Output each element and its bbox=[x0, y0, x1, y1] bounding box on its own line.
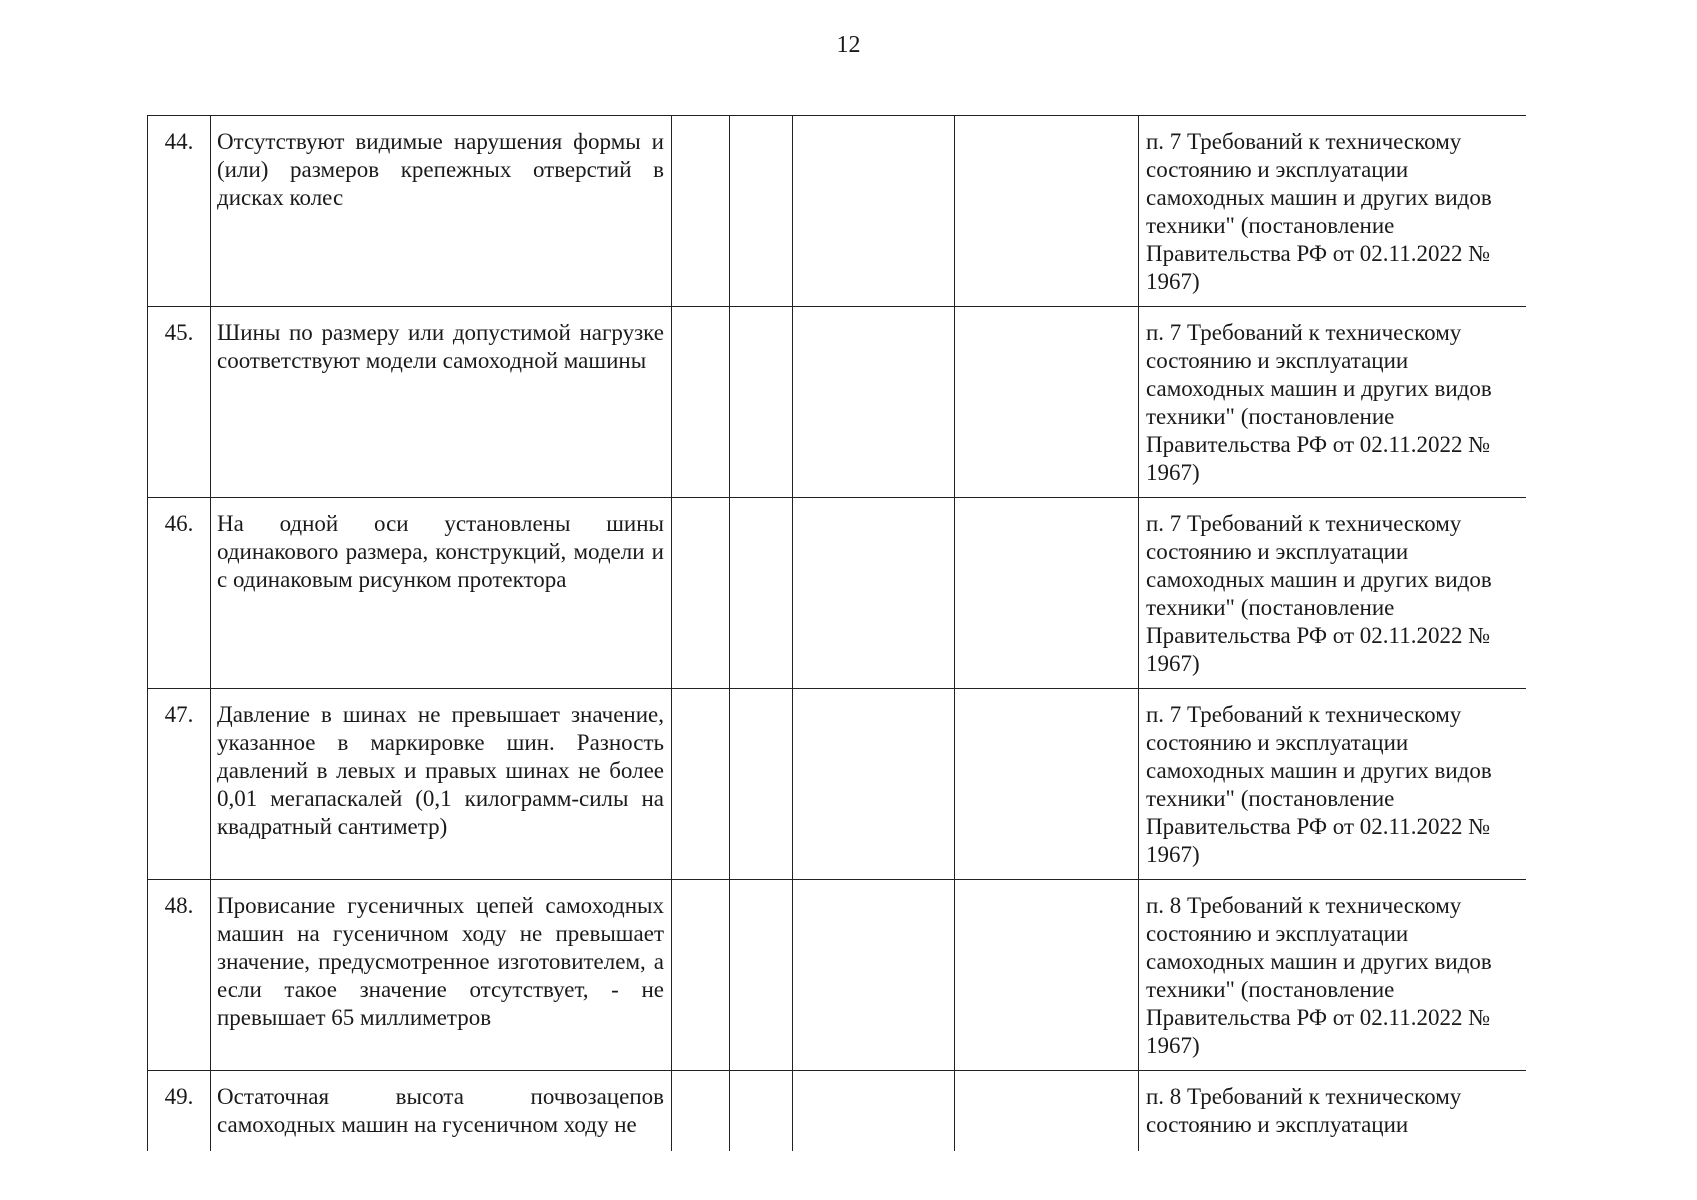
legal-reference: п. 7 Требований к техническому состоянию и эксплуатации самоходных машин и других видов техники" (постановление Правительства РФ от 02.11.2022 № 1967) bbox=[1139, 689, 1527, 880]
row-number: 49. bbox=[148, 1071, 211, 1152]
empty-cell bbox=[730, 116, 793, 307]
requirement-text: Отсутствуют видимые нарушения формы и (или) размеров крепежных отверстий в дисках колес bbox=[211, 116, 672, 307]
empty-cell bbox=[955, 307, 1139, 498]
empty-cell bbox=[793, 307, 955, 498]
requirement-text: Шины по размеру или допустимой нагрузке соответствуют модели самоходной машины bbox=[211, 307, 672, 498]
page-number: 12 bbox=[836, 32, 861, 58]
empty-cell bbox=[672, 689, 730, 880]
empty-cell bbox=[730, 498, 793, 689]
empty-cell bbox=[730, 880, 793, 1071]
empty-cell bbox=[730, 307, 793, 498]
empty-cell bbox=[672, 1071, 730, 1152]
requirement-text: Давление в шинах не превышает значение, указанное в маркировке шин. Разность давлений в левых и правых шинах не более 0,01 мегапаскалей (0,1 килограмм-силы на квадратный сантиметр) bbox=[211, 689, 672, 880]
legal-reference: п. 8 Требований к техническому состоянию и эксплуатации bbox=[1139, 1071, 1527, 1152]
empty-cell bbox=[955, 689, 1139, 880]
empty-cell bbox=[955, 880, 1139, 1071]
empty-cell bbox=[793, 689, 955, 880]
empty-cell bbox=[730, 689, 793, 880]
legal-reference: п. 7 Требований к техническому состоянию и эксплуатации самоходных машин и других видов техники" (постановление Правительства РФ от 02.11.2022 № 1967) bbox=[1139, 307, 1527, 498]
empty-cell bbox=[730, 1071, 793, 1152]
row-number: 48. bbox=[148, 880, 211, 1071]
table-row bbox=[148, 1071, 1527, 1152]
row-number: 44. bbox=[148, 116, 211, 307]
row-number: 47. bbox=[148, 689, 211, 880]
empty-cell bbox=[955, 498, 1139, 689]
empty-cell bbox=[672, 880, 730, 1071]
empty-cell bbox=[955, 116, 1139, 307]
row-number: 45. bbox=[148, 307, 211, 498]
row-number: 46. bbox=[148, 498, 211, 689]
legal-reference: п. 7 Требований к техническому состоянию и эксплуатации самоходных машин и других видов техники" (постановление Правительства РФ от 02.11.2022 № 1967) bbox=[1139, 498, 1527, 689]
empty-cell bbox=[793, 880, 955, 1071]
empty-cell bbox=[955, 1071, 1139, 1152]
table-row bbox=[148, 498, 1527, 689]
table-row bbox=[148, 689, 1527, 880]
requirement-text: Остаточная высота почвозацепов самоходных машин на гусеничном ходу не bbox=[211, 1071, 672, 1152]
legal-reference: п. 7 Требований к техническому состоянию и эксплуатации самоходных машин и других видов техники" (постановление Правительства РФ от 02.11.2022 № 1967) bbox=[1139, 116, 1527, 307]
table-row bbox=[148, 116, 1527, 307]
requirement-text: Провисание гусеничных цепей самоходных машин на гусеничном ходу не превышает значение, предусмотренное изготовителем, а если такое значение отсутствует, - не превышает 65 миллиметров bbox=[211, 880, 672, 1071]
empty-cell bbox=[672, 116, 730, 307]
empty-cell bbox=[793, 498, 955, 689]
legal-reference: п. 8 Требований к техническому состоянию и эксплуатации самоходных машин и других видов техники" (постановление Правительства РФ от 02.11.2022 № 1967) bbox=[1139, 880, 1527, 1071]
requirement-text: На одной оси установлены шины одинакового размера, конструкций, модели и с одинаковым рисунком протектора bbox=[211, 498, 672, 689]
table-row bbox=[148, 880, 1527, 1071]
checklist-table-container bbox=[147, 115, 1526, 1151]
empty-cell bbox=[793, 1071, 955, 1152]
empty-cell bbox=[793, 116, 955, 307]
table-row bbox=[148, 307, 1527, 498]
checklist-table bbox=[147, 115, 1526, 1151]
empty-cell bbox=[672, 307, 730, 498]
empty-cell bbox=[672, 498, 730, 689]
